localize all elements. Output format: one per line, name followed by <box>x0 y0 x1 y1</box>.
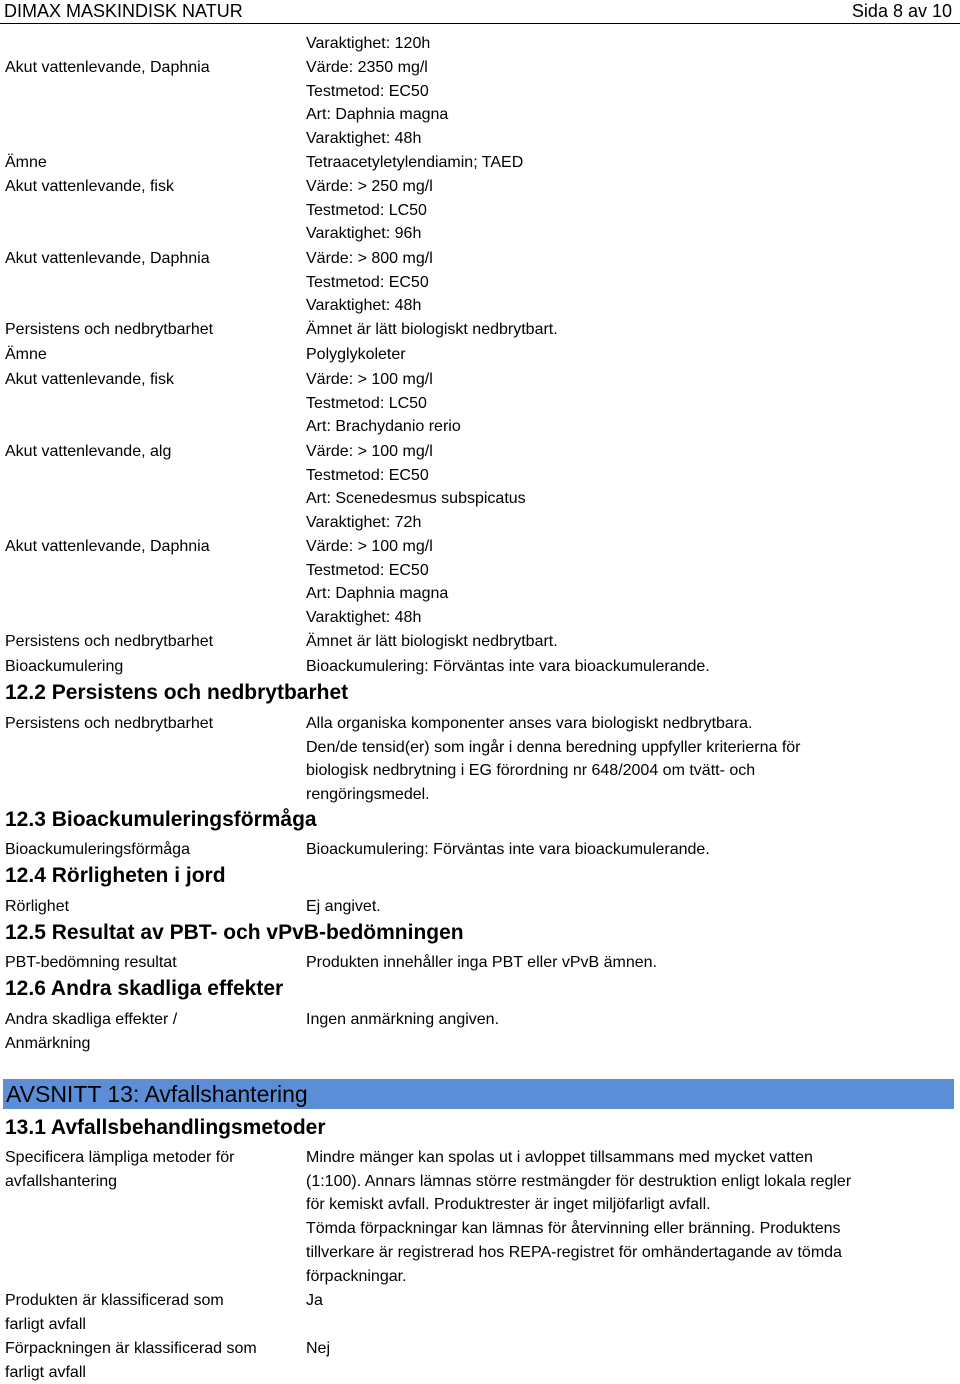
row-label <box>5 1289 300 1336</box>
row-label <box>5 951 300 975</box>
row-value-line: Art: Brachydanio rerio <box>306 418 461 436</box>
row-value <box>306 151 921 175</box>
row-value-line: Värde: > 100 mg/l <box>306 443 433 460</box>
row-value-line: Varaktighet: 72h <box>306 514 422 532</box>
row-label-line: Persistens och nedbrytbarhet <box>5 321 214 338</box>
subsection-heading: 13.1 Avfallsbehandlingsmetoder <box>5 1116 326 1139</box>
row-label-line: PBT-bedömning resultat <box>5 954 177 971</box>
row-value-line: Polyglykoleter <box>306 346 406 363</box>
row-value-line: Varaktighet: 96h <box>306 225 422 243</box>
row-value-line: Mindre mänger kan spolas ut i avloppet tillsammans med mycket vatten <box>306 1149 813 1166</box>
row-label-line: farligt avfall <box>5 1315 86 1333</box>
row-value <box>306 951 921 975</box>
row-value-line: Ja <box>306 1292 323 1309</box>
row-value-line: Produkten innehåller inga PBT eller vPvB ämnen. <box>306 954 658 971</box>
row-label <box>5 440 300 464</box>
row-value-line: Testmetod: EC50 <box>306 561 429 579</box>
row-label-line: Anmärkning <box>5 1034 91 1052</box>
row-value-line: tillverkare är registrerad hos REPA-registret för omhändertagande av tömda <box>306 1243 842 1261</box>
row-label <box>5 838 300 862</box>
page-number: Sida 8 av 10 <box>851 1 952 21</box>
row-value <box>306 1008 921 1032</box>
row-label-line: Akut vattenlevande, alg <box>5 443 172 460</box>
row-value <box>306 1337 921 1361</box>
row-value-line: för kemiskt avfall. Produktrester är inget miljöfarligt avfall. <box>306 1196 711 1214</box>
row-value-line: Testmetod: EC50 <box>306 466 429 484</box>
subsection-heading: 12.4 Rörligheten i jord <box>5 864 226 887</box>
row-value-line: Testmetod: LC50 <box>306 394 427 412</box>
row-value-line: Tetraacetyletylendiamin; TAED <box>306 154 524 171</box>
row-value <box>306 247 921 318</box>
subsection-heading: 12.2 Persistens och nedbrytbarhet <box>5 681 349 704</box>
row-value-line: Alla organiska komponenter anses vara biologiskt nedbrytbara. <box>306 715 753 732</box>
row-value-line: Varaktighet: 48h <box>306 130 422 148</box>
row-value <box>306 838 921 862</box>
row-value-line: biologisk nedbrytning i EG förordning nr 648/2004 om tvätt- och <box>306 762 756 780</box>
row-label-line: Akut vattenlevande, Daphnia <box>5 538 210 555</box>
row-label-line: Akut vattenlevande, Daphnia <box>5 250 210 267</box>
row-label <box>5 56 300 80</box>
row-label-line: Bioackumuleringsförmåga <box>5 841 190 858</box>
row-value-line: Testmetod: EC50 <box>306 82 429 100</box>
row-value-line: Värde: 2350 mg/l <box>306 59 428 76</box>
row-value <box>306 535 921 630</box>
row-label <box>5 535 300 559</box>
row-label-line: Bioackumulering <box>5 658 124 675</box>
row-label <box>5 151 300 175</box>
row-value-line: Ämnet är lätt biologiskt nedbrytbart. <box>306 633 558 650</box>
row-value-line: Nej <box>306 1340 331 1357</box>
row-label <box>5 368 300 392</box>
row-value <box>306 440 921 535</box>
row-label <box>5 247 300 271</box>
row-value <box>306 175 921 246</box>
row-label <box>5 318 300 342</box>
row-label <box>5 343 300 367</box>
row-value-line: Tömda förpackningar kan lämnas för återvinning eller bränning. Produktens <box>306 1220 841 1238</box>
row-label <box>5 712 300 736</box>
row-label <box>5 655 300 679</box>
row-value <box>306 32 921 56</box>
subsection-heading: 12.3 Bioackumuleringsförmåga <box>5 808 317 831</box>
row-value-line: Varaktighet: 120h <box>306 35 431 52</box>
row-label-line: Produkten är klassificerad som <box>5 1292 224 1309</box>
row-value <box>306 318 921 342</box>
row-value <box>306 1289 921 1313</box>
row-value-line: Ej angivet. <box>306 898 381 915</box>
row-value-line: Ämnet är lätt biologiskt nedbrytbart. <box>306 321 558 338</box>
row-value <box>306 712 921 807</box>
row-value-line: Ingen anmärkning angiven. <box>306 1011 500 1028</box>
section-heading-bar <box>3 1079 954 1109</box>
row-label-line: Rörlighet <box>5 898 70 915</box>
row-value-line: Bioackumulering: Förväntas inte vara bioackumulerande. <box>306 841 710 858</box>
row-value-line: Värde: > 100 mg/l <box>306 538 433 555</box>
row-value-line: Varaktighet: 48h <box>306 297 422 315</box>
row-label <box>5 630 300 654</box>
row-label <box>5 1337 300 1384</box>
row-label-line: Ämne <box>5 154 47 171</box>
row-value-line: Art: Daphnia magna <box>306 106 449 124</box>
subsection-heading: 12.5 Resultat av PBT- och vPvB-bedömningen <box>5 921 464 944</box>
row-label <box>5 1146 300 1193</box>
row-label-line: Ämne <box>5 346 47 363</box>
row-value <box>306 630 921 654</box>
row-value-line: Den/de tensid(er) som ingår i denna beredning uppfyller kriterierna för <box>306 738 801 756</box>
row-label-line: Akut vattenlevande, fisk <box>5 178 174 195</box>
row-label-line: Persistens och nedbrytbarhet <box>5 715 214 732</box>
row-label-line: Specificera lämpliga metoder för <box>5 1149 235 1166</box>
row-value <box>306 655 921 679</box>
row-label-line: avfallshantering <box>5 1172 118 1190</box>
row-label-line: Akut vattenlevande, Daphnia <box>5 59 210 76</box>
row-value-line: Värde: > 100 mg/l <box>306 371 433 388</box>
row-value <box>306 368 921 439</box>
row-label-line: Förpackningen är klassificerad som <box>5 1340 257 1357</box>
row-value <box>306 343 921 367</box>
row-label <box>5 175 300 199</box>
row-value-line: Värde: > 800 mg/l <box>306 250 433 267</box>
row-value-line: Varaktighet: 48h <box>306 609 422 627</box>
row-value-line: förpackningar. <box>306 1267 407 1285</box>
section-heading: AVSNITT 13: Avfallshantering <box>6 1081 308 1107</box>
row-value-line: (1:100). Annars lämnas större restmängder för destruktion enligt lokala regler <box>306 1172 852 1190</box>
page-header <box>0 0 960 24</box>
row-label-line: Akut vattenlevande, fisk <box>5 371 174 388</box>
document-title: DIMAX MASKINDISK NATUR <box>4 1 243 21</box>
row-label <box>5 1008 300 1055</box>
row-value-line: Art: Scenedesmus subspicatus <box>306 490 526 508</box>
row-label-line: farligt avfall <box>5 1363 86 1381</box>
row-value <box>306 56 921 151</box>
row-value-line: rengöringsmedel. <box>306 786 430 804</box>
subsection-heading: 12.6 Andra skadliga effekter <box>5 977 284 1000</box>
row-label-line: Andra skadliga effekter / <box>5 1011 178 1028</box>
row-value-line: Testmetod: EC50 <box>306 273 429 291</box>
row-label <box>5 895 300 919</box>
row-label-line: Persistens och nedbrytbarhet <box>5 633 214 650</box>
row-value <box>306 895 921 919</box>
row-value-line: Testmetod: LC50 <box>306 201 427 219</box>
row-value <box>306 1146 921 1288</box>
row-value-line: Art: Daphnia magna <box>306 585 449 603</box>
row-value-line: Bioackumulering: Förväntas inte vara bioackumulerande. <box>306 658 710 675</box>
row-value-line: Värde: > 250 mg/l <box>306 178 433 195</box>
